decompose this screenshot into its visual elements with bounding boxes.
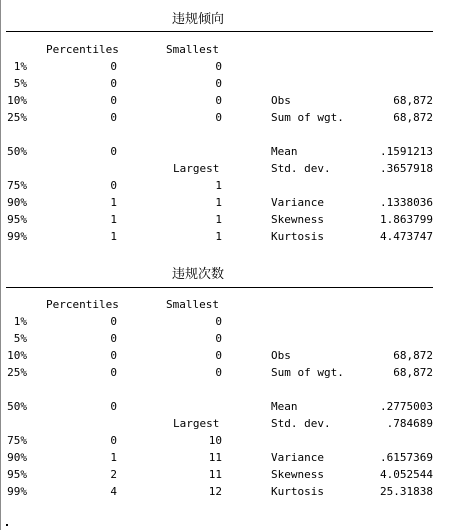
statistic-value: 68,872 <box>393 94 433 107</box>
table-divider <box>6 287 433 288</box>
percentile-value: 0 <box>110 179 117 192</box>
percentile-value: 2 <box>110 468 117 481</box>
extreme-value: 11 <box>208 468 222 481</box>
extreme-value: 0 <box>215 332 222 345</box>
statistic-value: .1338036 <box>380 196 433 209</box>
statistic-value: .3657918 <box>380 162 433 175</box>
percentile-label: 90% <box>7 196 27 209</box>
percentile-label: 10% <box>7 349 27 362</box>
statistic-label: Obs <box>271 94 291 107</box>
statistic-label: Obs <box>271 349 291 362</box>
percentile-value: 0 <box>110 400 117 413</box>
percentile-label: 95% <box>7 468 27 481</box>
extreme-value: 0 <box>215 349 222 362</box>
statistic-value: 68,872 <box>393 366 433 379</box>
percentile-value: 0 <box>110 145 117 158</box>
percentile-value: 1 <box>110 230 117 243</box>
statistic-label: Sum of wgt. <box>271 366 344 379</box>
percentile-value: 0 <box>110 77 117 90</box>
statistic-value: 25.31838 <box>380 485 433 498</box>
statistic-label: Std. dev. <box>271 162 331 175</box>
table-title: 违规次数 <box>172 267 225 282</box>
percentile-value: 0 <box>110 94 117 107</box>
statistic-label: Mean <box>271 145 298 158</box>
largest-header: Largest <box>173 162 220 175</box>
statistic-value: 4.052544 <box>380 468 433 481</box>
percentiles-header: Percentiles <box>46 298 119 311</box>
statistic-value: .1591213 <box>380 145 433 158</box>
smallest-header: Smallest <box>166 298 219 311</box>
statistic-label: Skewness <box>271 468 324 481</box>
largest-header: Largest <box>173 417 220 430</box>
percentile-value: 1 <box>110 196 117 209</box>
extreme-value: 1 <box>215 213 222 226</box>
extreme-value: 12 <box>208 485 222 498</box>
statistic-value: 68,872 <box>393 111 433 124</box>
extreme-value: 1 <box>215 179 222 192</box>
extreme-value: 11 <box>208 451 222 464</box>
percentile-value: 0 <box>110 349 117 362</box>
extreme-value: 1 <box>215 196 222 209</box>
percentile-label: 25% <box>7 366 27 379</box>
percentile-value: 1 <box>110 451 117 464</box>
statistic-label: Sum of wgt. <box>271 111 344 124</box>
percentile-label: 99% <box>7 230 27 243</box>
statistic-label: Variance <box>271 196 324 209</box>
percentile-value: 0 <box>110 332 117 345</box>
percentile-label: 5% <box>13 77 27 90</box>
percentiles-header: Percentiles <box>46 43 119 56</box>
percentile-label: 75% <box>7 434 27 447</box>
statistic-label: Skewness <box>271 213 324 226</box>
extreme-value: 0 <box>215 77 222 90</box>
window-left-border <box>0 0 1 530</box>
percentile-label: 99% <box>7 485 27 498</box>
statistic-label: Kurtosis <box>271 230 324 243</box>
percentile-label: 1% <box>13 315 27 328</box>
extreme-value: 10 <box>208 434 222 447</box>
extreme-value: 0 <box>215 366 222 379</box>
statistic-label: Mean <box>271 400 298 413</box>
percentile-label: 75% <box>7 179 27 192</box>
percentile-label: 95% <box>7 213 27 226</box>
percentile-value: 0 <box>110 366 117 379</box>
extreme-value: 0 <box>215 94 222 107</box>
percentile-value: 0 <box>110 111 117 124</box>
extreme-value: 0 <box>215 111 222 124</box>
table-divider <box>6 31 433 32</box>
statistic-value: .2775003 <box>380 400 433 413</box>
extreme-value: 1 <box>215 230 222 243</box>
percentile-label: 10% <box>7 94 27 107</box>
percentile-label: 5% <box>13 332 27 345</box>
percentile-label: 1% <box>13 60 27 73</box>
output-end-marker <box>6 524 8 526</box>
statistic-label: Kurtosis <box>271 485 324 498</box>
percentile-value: 0 <box>110 434 117 447</box>
percentile-label: 50% <box>7 145 27 158</box>
statistic-label: Std. dev. <box>271 417 331 430</box>
table-title: 违规倾向 <box>172 12 225 27</box>
percentile-label: 25% <box>7 111 27 124</box>
statistic-value: .6157369 <box>380 451 433 464</box>
percentile-value: 4 <box>110 485 117 498</box>
percentile-label: 50% <box>7 400 27 413</box>
extreme-value: 0 <box>215 315 222 328</box>
extreme-value: 0 <box>215 60 222 73</box>
statistic-value: 4.473747 <box>380 230 433 243</box>
statistic-label: Variance <box>271 451 324 464</box>
statistic-value: .784689 <box>386 417 433 430</box>
percentile-value: 0 <box>110 60 117 73</box>
percentile-value: 0 <box>110 315 117 328</box>
percentile-value: 1 <box>110 213 117 226</box>
smallest-header: Smallest <box>166 43 219 56</box>
statistic-value: 68,872 <box>393 349 433 362</box>
statistic-value: 1.863799 <box>380 213 433 226</box>
percentile-label: 90% <box>7 451 27 464</box>
